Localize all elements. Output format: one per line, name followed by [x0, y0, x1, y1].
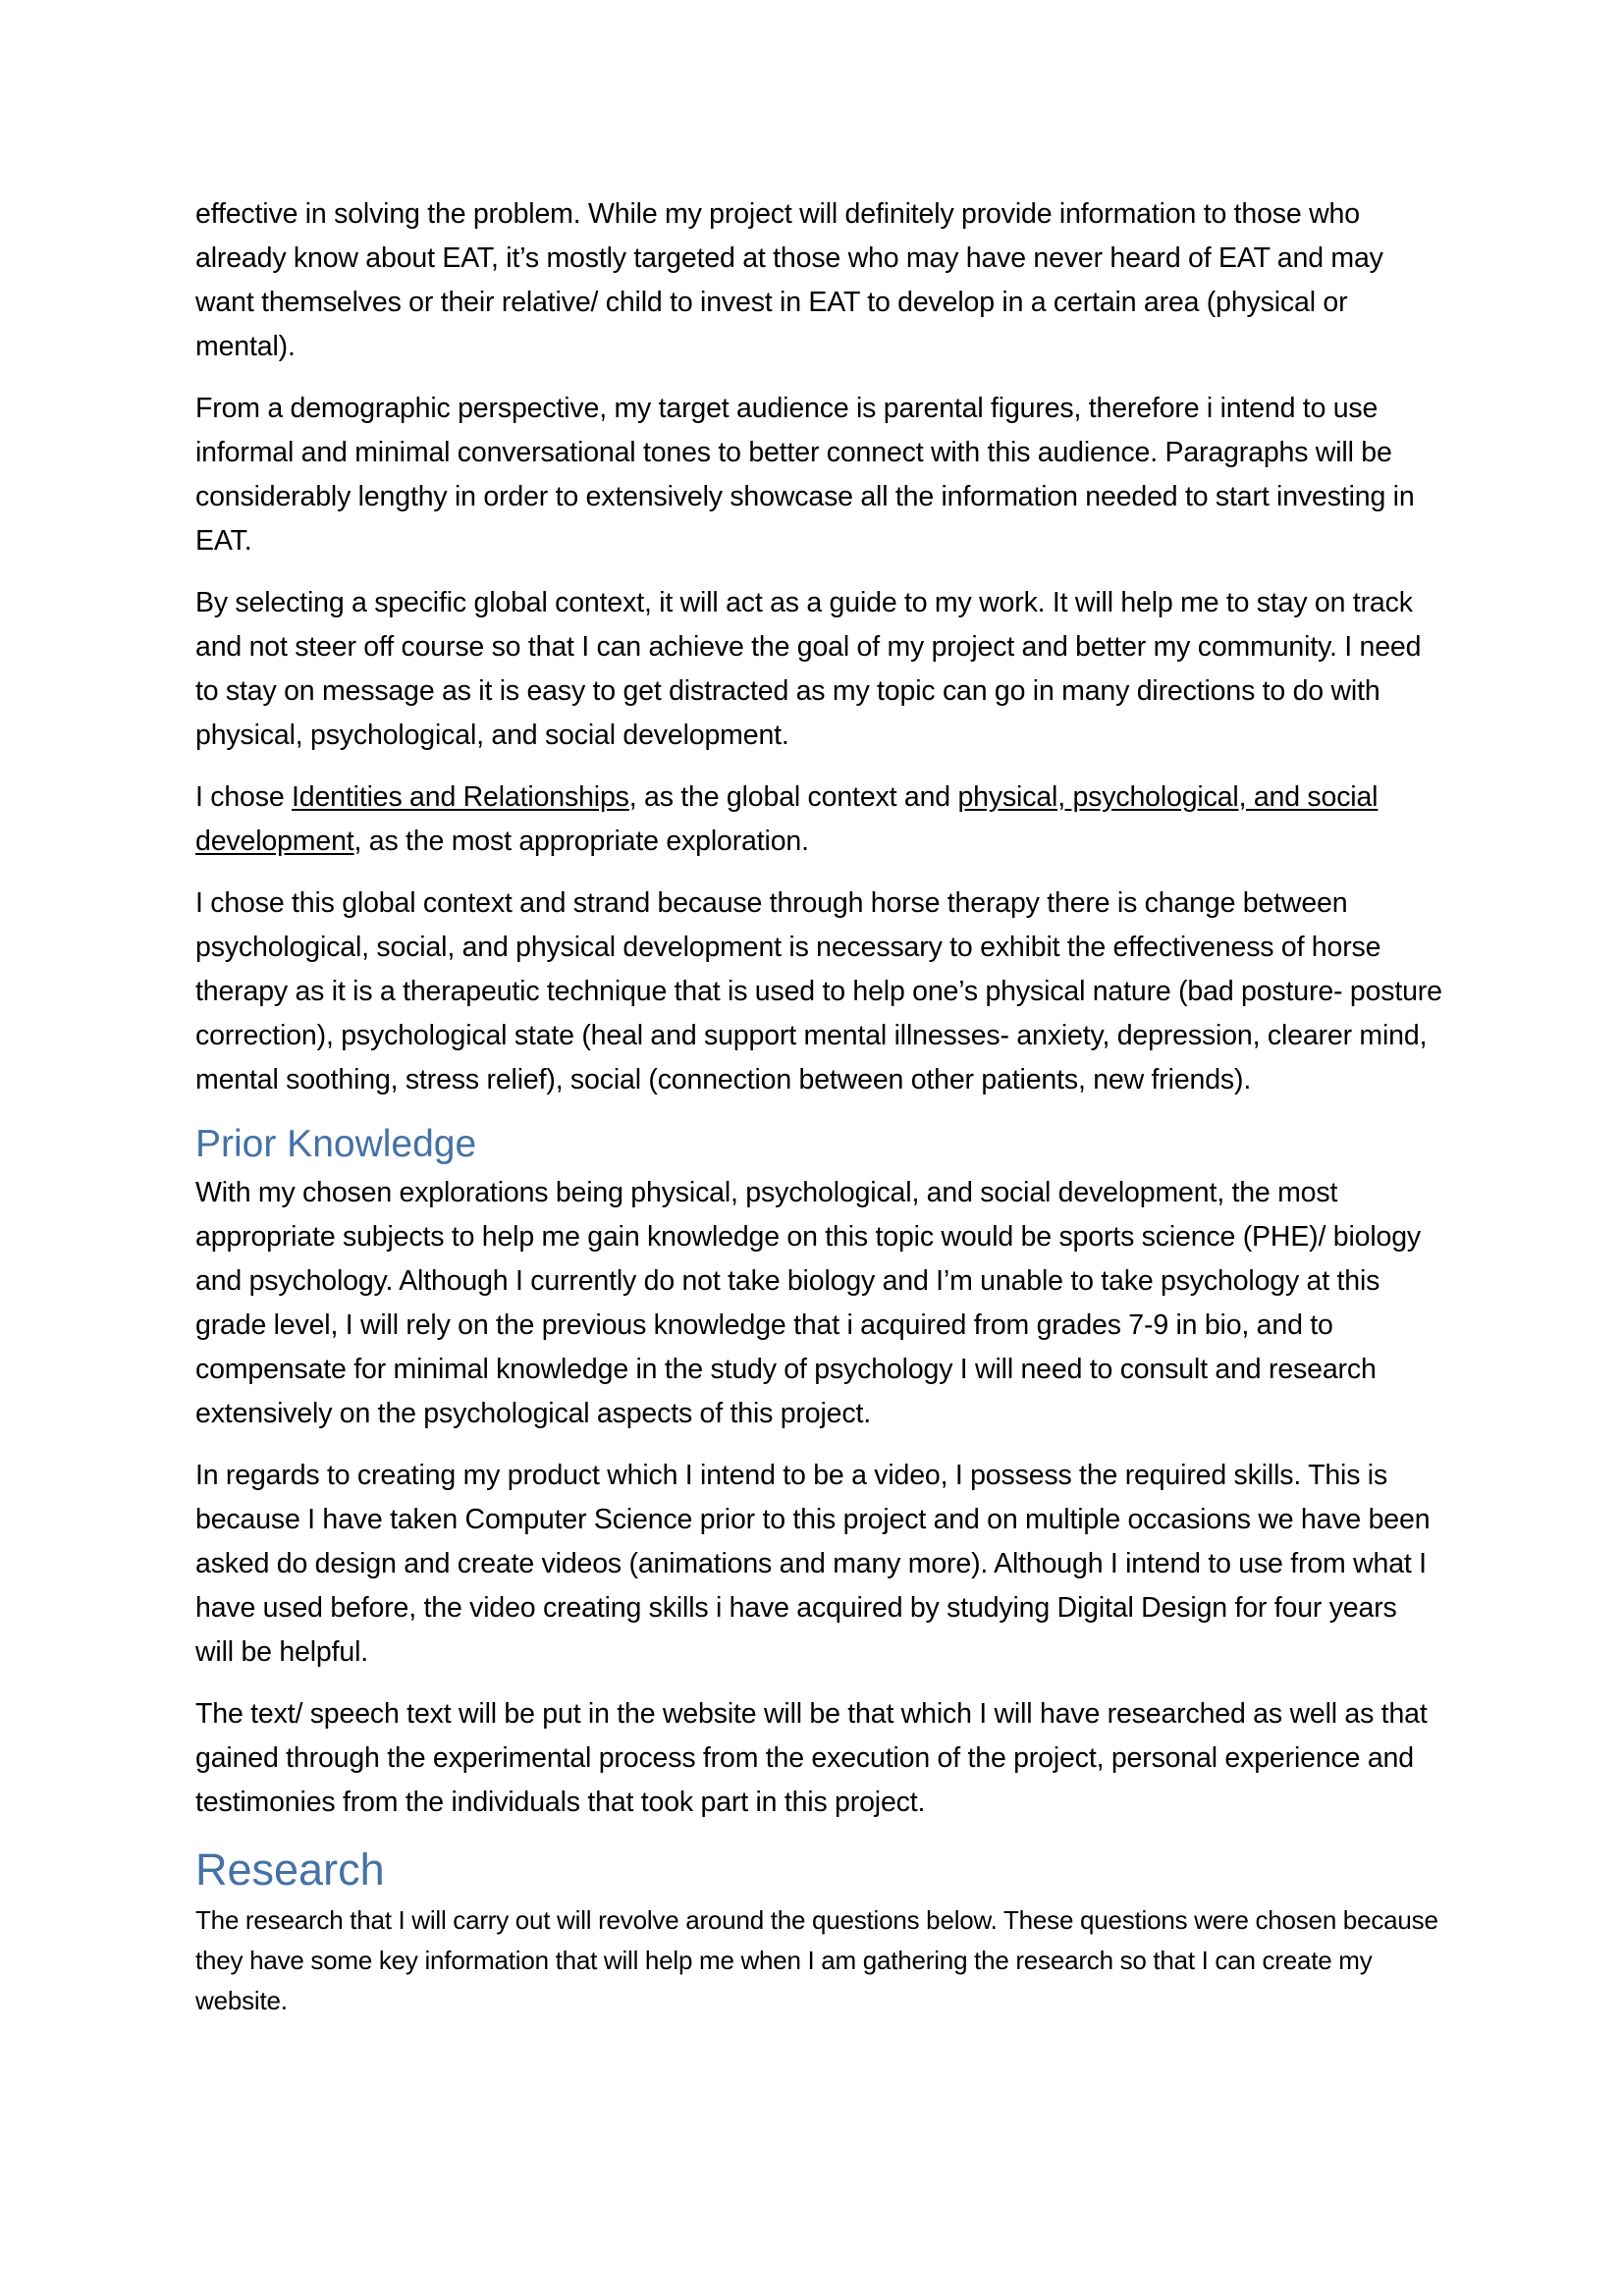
paragraph-chosen-explorations-subjects: With my chosen explorations being physical, psychological, and social development, the most appropriate subjects to help me gain knowledge on this topic would be sports science (PHE)/ biology and psychology. Although I currently do not take biology and I’m unable to take psychology at this grade level, I will rely on the previous knowledge that i acquired from grades 7-9 in bio, and to compensate for minimal knowledge in the study of psychology I will need to consult and research extensively on the psychological aspects of this project. — [195, 1177, 1422, 1429]
paragraph-speech-text-website: The text/ speech text will be put in the website will be that which I will have researched as well as that gained through the experimental process from the execution of the project, personal experience and testimonies from the individuals that took part in this project. — [195, 1698, 1428, 1818]
paragraph-global-context-guide: By selecting a specific global context, it will act as a guide to my work. It will help me to stay on track and not steer off course so that I can achieve the goal of my project and better my community. I need to stay on message as it is easy to get distracted as my topic can go in many directions to do with physical, psychological, and social development. — [195, 587, 1422, 751]
paragraph-chosen-global-context-statement — [195, 775, 1442, 864]
chosen-lead-text: I chose — [195, 781, 293, 813]
paragraph-effective-in-solving: effective in solving the problem. While my project will definitely provide information to those who already know about EAT, it’s mostly targeted at those who may have never heard of EAT and may want themselves or their relative/ child to invest in EAT to develop in a certain area (physical or mental). — [195, 198, 1383, 362]
underlined-exploration: physical, psychological, and social development — [195, 781, 1379, 857]
heading-research: Research — [195, 1844, 385, 1895]
paragraph-product-video-skills: In regards to creating my product which I intend to be a video, I possess the required skills. This is because I have taken Computer Science prior to this project and on multiple occasions we have been asked do design and create videos (animations and many more). Although I intend to use from what I have used before, the video creating skills i have acquired by studying Digital Design for four years will be helpful. — [195, 1460, 1431, 1668]
chosen-tail-text: , as the most appropriate exploration. — [353, 826, 809, 857]
paragraph-horse-therapy-rationale: I chose this global context and strand because through horse therapy there is change between psychological, social, and physical development is necessary to exhibit the effectiveness of horse therapy as it is a therapeutic technique that is used to help one’s physical nature (bad posture- posture correction), psychological state (heal and support mental illnesses- anxiety, depression, clearer mind, mental soothing, stress relief), social (connection between other patients, new friends). — [195, 887, 1442, 1095]
heading-prior-knowledge: Prior Knowledge — [195, 1123, 477, 1165]
underlined-global-context: Identities and Relationships — [292, 781, 629, 813]
document-content — [195, 192, 1442, 2021]
paragraph-demographic-perspective: From a demographic perspective, my target audience is parental figures, therefore i intend to use informal and minimal conversational tones to better connect with this audience. Paragraphs will be considerably lengthy in order to extensively showcase all the information needed to start investing in EAT. — [195, 393, 1415, 557]
chosen-middle-text: , as the global context and — [628, 781, 958, 813]
paragraph-research-questions: The research that I will carry out will revolve around the questions below. These questions were chosen because they have some key information that will help me when I am gathering the research so that I can create my website. — [195, 1905, 1438, 2015]
